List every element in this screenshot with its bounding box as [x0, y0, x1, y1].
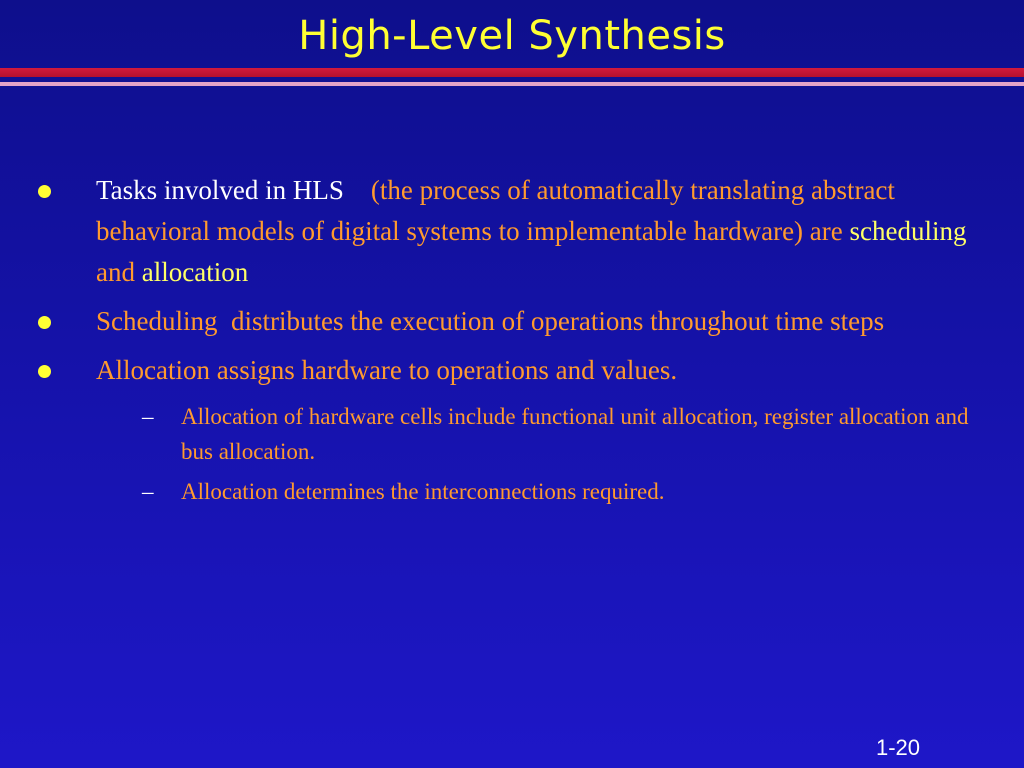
sub-bullet-text: Allocation determines the interconnections required.: [181, 479, 665, 504]
sub-bullet-text: Allocation of hardware cells include functional unit allocation, register allocation and bus allocation.: [181, 404, 969, 464]
bullet-conjunction: and: [96, 257, 135, 287]
bullet-term-allocation: allocation: [141, 257, 249, 287]
bullet-text: Scheduling distributes the execution of operations throughout time steps: [96, 306, 885, 336]
sub-bullet-item-2: [0, 474, 1024, 509]
bullet-dot-icon: [38, 365, 51, 378]
bullet-item-1: [0, 170, 1024, 293]
dash-icon: –: [142, 479, 154, 504]
title-divider-red: [0, 68, 1024, 77]
bullet-item-2: [0, 301, 1024, 342]
dash-icon: –: [142, 404, 154, 429]
page-number: 1-20: [875, 735, 921, 760]
bullet-dot-icon: [38, 185, 51, 198]
bullet-lead-text: Tasks involved in HLS: [96, 175, 344, 205]
title-divider-pink: [0, 82, 1024, 86]
bullet-item-3: [0, 350, 1024, 391]
bullet-text: Allocation assigns hardware to operations and values.: [96, 355, 678, 385]
bullet-parenthetical-text: (the process of automatically translating abstract behavioral models of digital systems to implementable hardware) are: [96, 175, 895, 246]
slide-content: [0, 170, 1024, 514]
bullet-term-scheduling: scheduling: [849, 216, 967, 246]
bullet-dot-icon: [38, 316, 51, 329]
slide-title: High-Level Synthesis: [298, 13, 726, 59]
sub-bullet-item-1: [0, 399, 1024, 469]
